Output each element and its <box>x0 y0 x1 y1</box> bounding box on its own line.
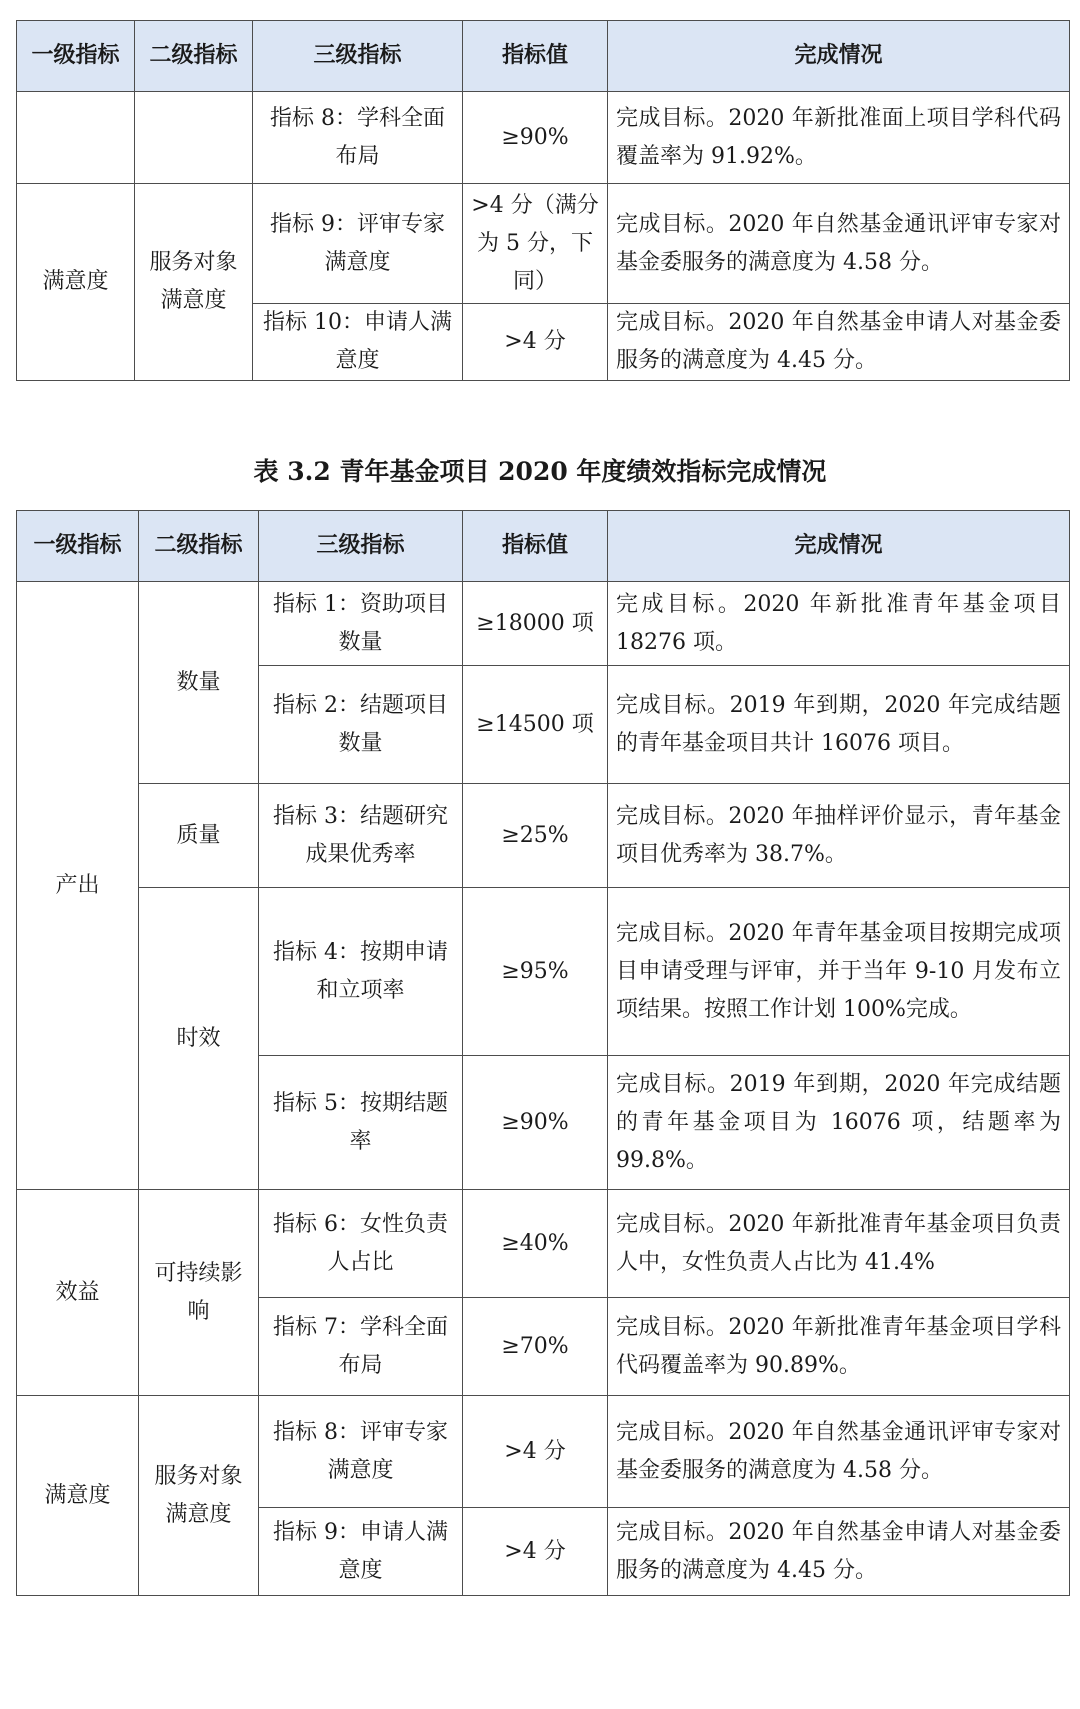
indicator-result: 完成目标。2020 年自然基金申请人对基金委服务的满意度为 4.45 分。 <box>608 304 1070 381</box>
indicator-name: 指标 7：学科全面布局 <box>259 1298 463 1396</box>
indicator-result: 完成目标。2020 年新批准青年基金项目学科代码覆盖率为 90.89%。 <box>608 1298 1070 1396</box>
indicator-result: 完成目标。2020 年自然基金通讯评审专家对基金委服务的满意度为 4.58 分。 <box>608 1396 1070 1508</box>
indicator-result: 完成目标。2020 年青年基金项目按期完成项目申请受理与评审，并于当年 9-10 月发布立项结果。按照工作计划 100%完成。 <box>608 888 1070 1056</box>
header-level3: 三级指标 <box>259 511 463 582</box>
level2-cell: 服务对象满意度 <box>139 1396 259 1596</box>
performance-table-continued <box>16 20 1070 381</box>
level2-cell: 质量 <box>139 784 259 888</box>
indicator-value: ≥90% <box>463 92 608 184</box>
indicator-result: 完成目标。2020 年新批准面上项目学科代码覆盖率为 91.92%。 <box>608 92 1070 184</box>
table-row <box>17 888 1070 1056</box>
table-row <box>17 582 1070 666</box>
level1-cell: 产出 <box>17 582 139 1190</box>
table-row <box>17 784 1070 888</box>
indicator-result: 完成目标。2020 年抽样评价显示，青年基金项目优秀率为 38.7%。 <box>608 784 1070 888</box>
indicator-result: 完成目标。2020 年新批准青年基金项目负责人中，女性负责人占比为 41.4% <box>608 1190 1070 1298</box>
level1-cell: 满意度 <box>17 184 135 381</box>
table-row <box>17 1396 1070 1508</box>
indicator-name: 指标 5：按期结题率 <box>259 1056 463 1190</box>
indicator-name: 指标 1：资助项目数量 <box>259 582 463 666</box>
indicator-result: 完成目标。2020 年自然基金申请人对基金委服务的满意度为 4.45 分。 <box>608 1508 1070 1596</box>
indicator-value: >4 分 <box>463 1396 608 1508</box>
table-row <box>17 92 1070 184</box>
indicator-name: 指标 10：申请人满意度 <box>253 304 463 381</box>
level1-cell-empty <box>17 92 135 184</box>
header-value: 指标值 <box>463 21 608 92</box>
indicator-name: 指标 4：按期申请和立项率 <box>259 888 463 1056</box>
youth-fund-performance-table <box>16 510 1070 1596</box>
header-row <box>17 511 1070 582</box>
indicator-value: >4 分 <box>463 1508 608 1596</box>
indicator-result: 完成目标。2019 年到期，2020 年完成结题的青年基金项目共计 16076 项目。 <box>608 666 1070 784</box>
table-row <box>17 184 1070 304</box>
indicator-value: ≥90% <box>463 1056 608 1190</box>
header-result: 完成情况 <box>608 21 1070 92</box>
indicator-result: 完成目标。2019 年到期，2020 年完成结题的青年基金项目为 16076 项，结题率为 99.8%。 <box>608 1056 1070 1190</box>
indicator-name: 指标 9：评审专家满意度 <box>253 184 463 304</box>
indicator-name: 指标 2：结题项目数量 <box>259 666 463 784</box>
indicator-name: 指标 8：学科全面布局 <box>253 92 463 184</box>
header-level2: 二级指标 <box>139 511 259 582</box>
indicator-value: >4 分 <box>463 304 608 381</box>
indicator-value: ≥70% <box>463 1298 608 1396</box>
level1-cell: 效益 <box>17 1190 139 1396</box>
indicator-name: 指标 3：结题研究成果优秀率 <box>259 784 463 888</box>
header-level1: 一级指标 <box>17 511 139 582</box>
level1-cell: 满意度 <box>17 1396 139 1596</box>
table-caption: 表 3.2 青年基金项目 2020 年度绩效指标完成情况 <box>253 457 827 486</box>
header-value: 指标值 <box>463 511 608 582</box>
indicator-value: ≥95% <box>463 888 608 1056</box>
header-level3: 三级指标 <box>253 21 463 92</box>
header-result: 完成情况 <box>608 511 1070 582</box>
indicator-name: 指标 9：申请人满意度 <box>259 1508 463 1596</box>
indicator-value: >4 分（满分为 5 分，下同） <box>463 184 608 304</box>
header-level1: 一级指标 <box>17 21 135 92</box>
table-row <box>17 1190 1070 1298</box>
level2-cell: 数量 <box>139 582 259 784</box>
indicator-name: 指标 6：女性负责人占比 <box>259 1190 463 1298</box>
indicator-value: ≥14500 项 <box>463 666 608 784</box>
indicator-value: ≥18000 项 <box>463 582 608 666</box>
level2-cell: 服务对象满意度 <box>135 184 253 381</box>
indicator-name: 指标 8：评审专家满意度 <box>259 1396 463 1508</box>
indicator-value: ≥25% <box>463 784 608 888</box>
indicator-value: ≥40% <box>463 1190 608 1298</box>
level2-cell-empty <box>135 92 253 184</box>
indicator-result: 完成目标。2020 年自然基金通讯评审专家对基金委服务的满意度为 4.58 分。 <box>608 184 1070 304</box>
indicator-result: 完成目标。2020 年新批准青年基金项目 18276 项。 <box>608 582 1070 666</box>
level2-cell: 可持续影响 <box>139 1190 259 1396</box>
header-row <box>17 21 1070 92</box>
header-level2: 二级指标 <box>135 21 253 92</box>
level2-cell: 时效 <box>139 888 259 1190</box>
